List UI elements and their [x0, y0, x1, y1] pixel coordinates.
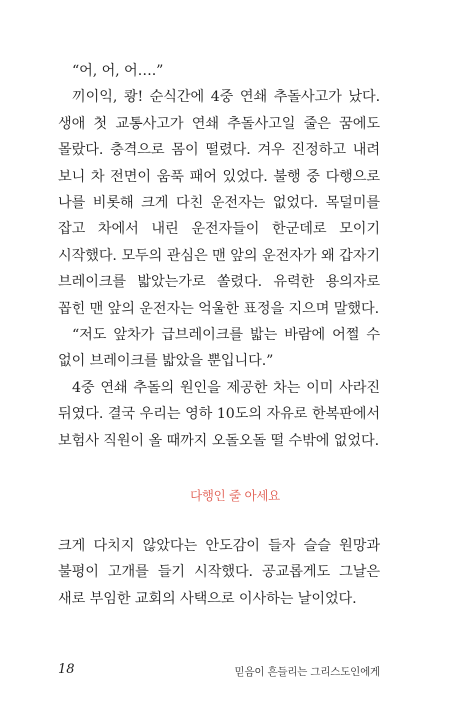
paragraph-complaint: 크게 다치지 않았다는 안도감이 들자 슬슬 원망과 불평이 고개를 들기 시작했다. 공교롭게도 그날은 새로 부임한 교회의 사택으로 이사하는 날이었다.: [58, 538, 380, 607]
paragraph-cause: 4중 연쇄 추돌의 원인을 제공한 차는 이미 사라진 뒤였다. 결국 우리는 영하 10도의 자유로 한복판에서 보험사 직원이 올 때까지 오돌오돌 떨 수밖에 없었다.: [58, 379, 380, 449]
body-text-block: [58, 58, 380, 454]
page-number: 18: [58, 662, 75, 677]
section-subheading: 다행인 줄 아세요: [190, 488, 280, 503]
running-title: 믿음이 흔들리는 그리스도인에게: [234, 666, 380, 678]
paragraph-exclamation: “어, 어, 어….”: [72, 63, 164, 79]
paragraph-accident: 끼이익, 쾅! 순식간에 4중 연쇄 추돌사고가 났다. 생애 첫 교통사고가 연쇄 추돌사고일 줄은 꿈에도 몰랐다. 충격으로 몸이 떨렸다. 겨우 진정하고 내려 보니 차 전면이 움푹 패어 있었다. 불행 중 다행으로 나를 비롯해 크게 다친 운전자는 없었다. 목덜미를 잡고 차에서 내린 운전자들이 한군데로 모이기 시작했다. 모두의 관심은 맨 앞의 운전자가 왜 갑자기 브레이크를 밟았는가로 쏠렸다. 유력한 용의자로 꼽힌 맨 앞의 운전자는 억울한 표정을 지으며 말했다.: [58, 89, 380, 317]
paragraph-driver-quote: “저도 앞차가 급브레이크를 밟는 바람에 어쩔 수 없이 브레이크를 밟았을 뿐입니다.”: [58, 327, 380, 370]
body-text-block-2: [58, 533, 380, 612]
